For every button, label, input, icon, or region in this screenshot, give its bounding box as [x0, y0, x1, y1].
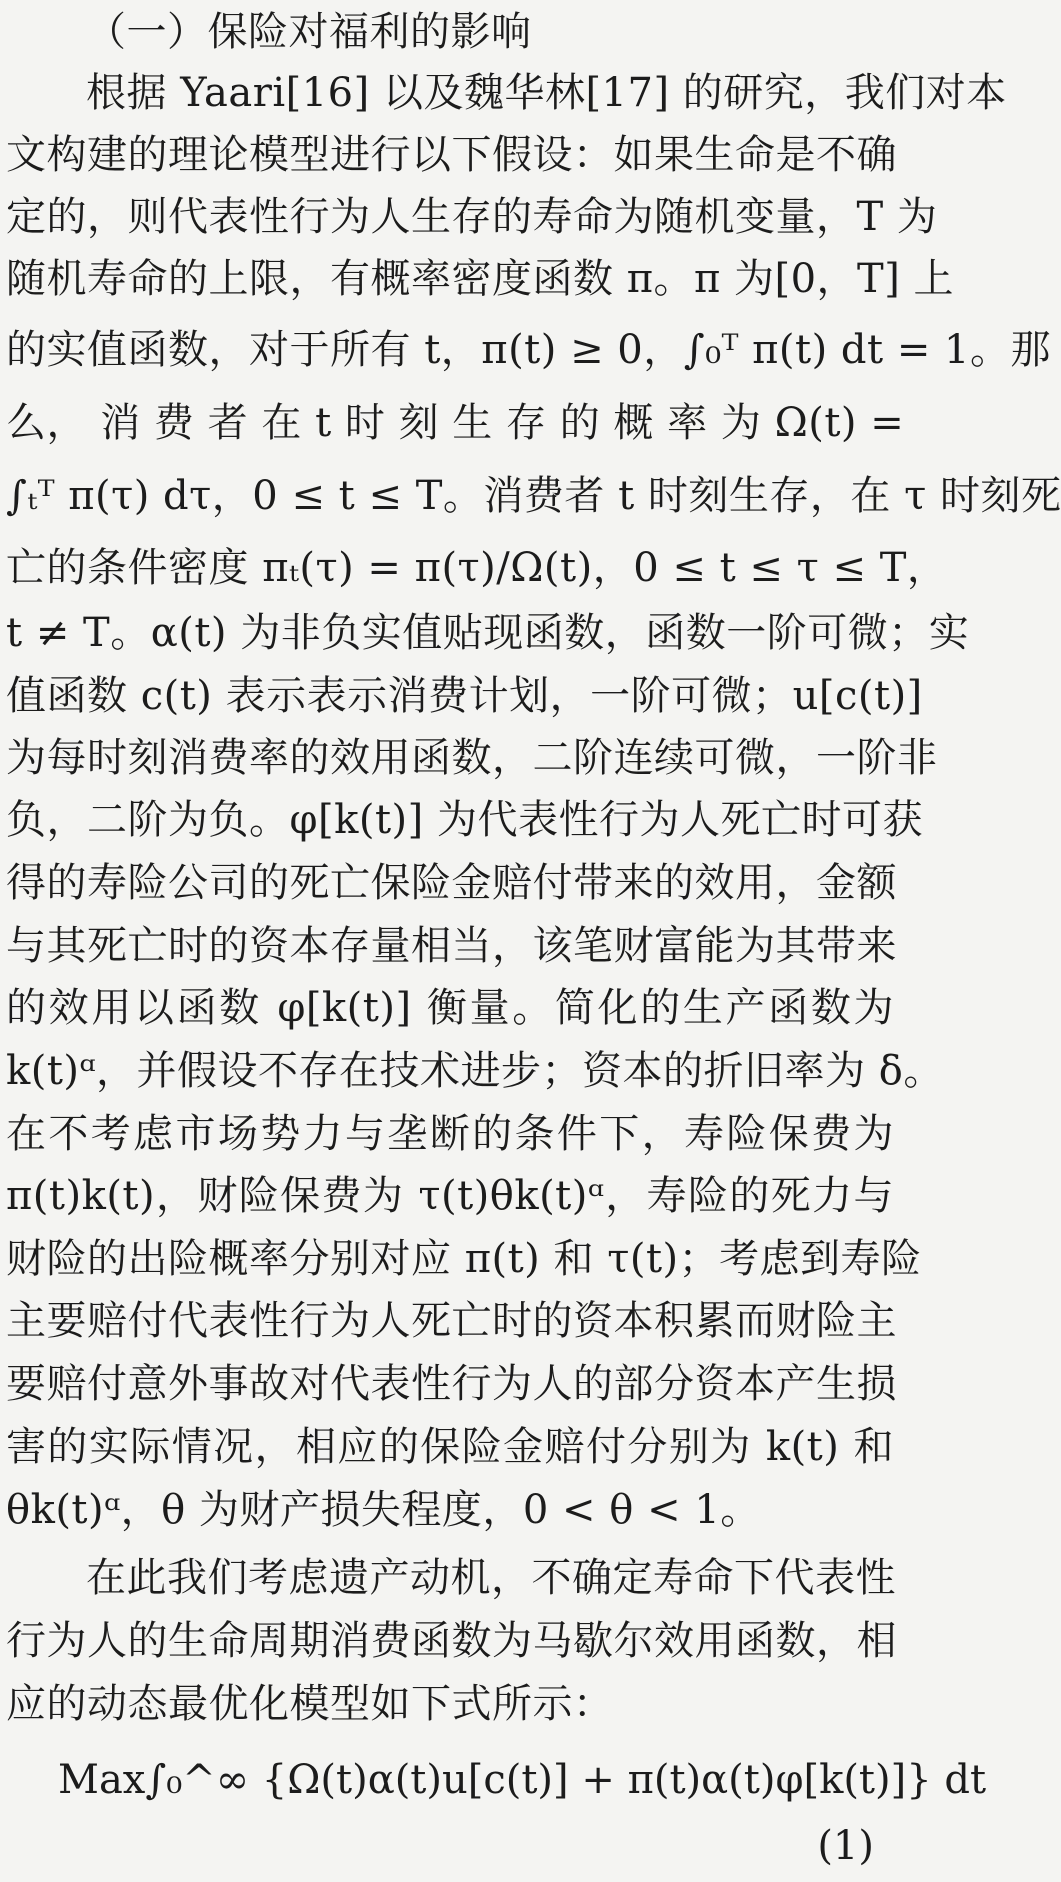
section-heading: （一）保险对福利的影响 [86, 9, 532, 55]
paragraph-line: 的效用以函数 φ[k(t)] 衡量。简化的生产函数为 [6, 985, 894, 1031]
paragraph-line: 为每时刻消费率的效用函数，二阶连续可微，一阶非 [6, 735, 938, 781]
equation: Max∫₀^∞ {Ω(t)α(t)u[c(t)] + π(t)α(t)φ[k(t)]} dt [58, 1757, 987, 1803]
paragraph-line: ∫ₜᵀ π(τ) dτ，0 ≤ t ≤ T。消费者 t 时刻生存，在 τ 时刻死 [6, 473, 1061, 519]
paragraph-line: 值函数 c(t) 表示表示消费计划，一阶可微；u[c(t)] [6, 673, 923, 719]
paragraph-line: k(t)ᵅ，并假设不存在技术进步；资本的折旧率为 δ。 [6, 1048, 944, 1094]
paragraph-line: θk(t)ᵅ，θ 为财产损失程度，0 < θ < 1。 [6, 1487, 761, 1533]
paragraph-line: 根据 Yaari[16] 以及魏华林[17] 的研究，我们对本 [86, 70, 1007, 116]
paragraph-line: 应的动态最优化模型如下式所示： [6, 1681, 614, 1727]
paragraph-line: 行为人的生命周期消费函数为马歇尔效用函数，相 [6, 1618, 897, 1664]
paragraph-line: 要赔付意外事故对代表性行为人的部分资本产生损 [6, 1361, 897, 1407]
paragraph-line: 随机寿命的上限，有概率密度函数 π。π 为[0，T] 上 [6, 256, 955, 302]
paragraph-line: 在此我们考虑遗产动机，不确定寿命下代表性 [86, 1555, 896, 1601]
equation-number: (1) [817, 1823, 874, 1869]
paragraph-line: 财险的出险概率分别对应 π(t) 和 τ(t)；考虑到寿险 [6, 1236, 922, 1282]
paragraph-line: 定的，则代表性行为人生存的寿命为随机变量，T 为 [6, 194, 938, 240]
paragraph-line: 么， 消 费 者 在 t 时 刻 生 存 的 概 率 为 Ω(t) = [6, 400, 905, 446]
paragraph-line: 与其死亡时的资本存量相当，该笔财富能为其带来 [6, 923, 897, 969]
paragraph-line: 在不考虑市场势力与垄断的条件下，寿险保费为 [6, 1111, 894, 1157]
paragraph-line: 主要赔付代表性行为人死亡时的资本积累而财险主 [6, 1298, 897, 1344]
paragraph-line: 文构建的理论模型进行以下假设：如果生命是不确 [6, 132, 897, 178]
paragraph-line: 亡的条件密度 πₜ(τ) = π(τ)/Ω(t)，0 ≤ t ≤ τ ≤ T， [6, 545, 948, 591]
paragraph-line: t ≠ T。α(t) 为非负实值贴现函数，函数一阶可微；实 [6, 610, 970, 656]
paragraph-line: 害的实际情况，相应的保险金赔付分别为 k(t) 和 [6, 1424, 894, 1470]
paragraph-line: π(t)k(t)，财险保费为 τ(t)θk(t)ᵅ，寿险的死力与 [6, 1173, 894, 1219]
paragraph-line: 得的寿险公司的死亡保险金赔付带来的效用，金额 [6, 860, 897, 906]
paragraph-line: 的实值函数，对于所有 t，π(t) ≥ 0，∫₀ᵀ π(t) dt = 1。那 [6, 327, 1052, 373]
paragraph-line: 负，二阶为负。φ[k(t)] 为代表性行为人死亡时可获 [6, 797, 923, 843]
